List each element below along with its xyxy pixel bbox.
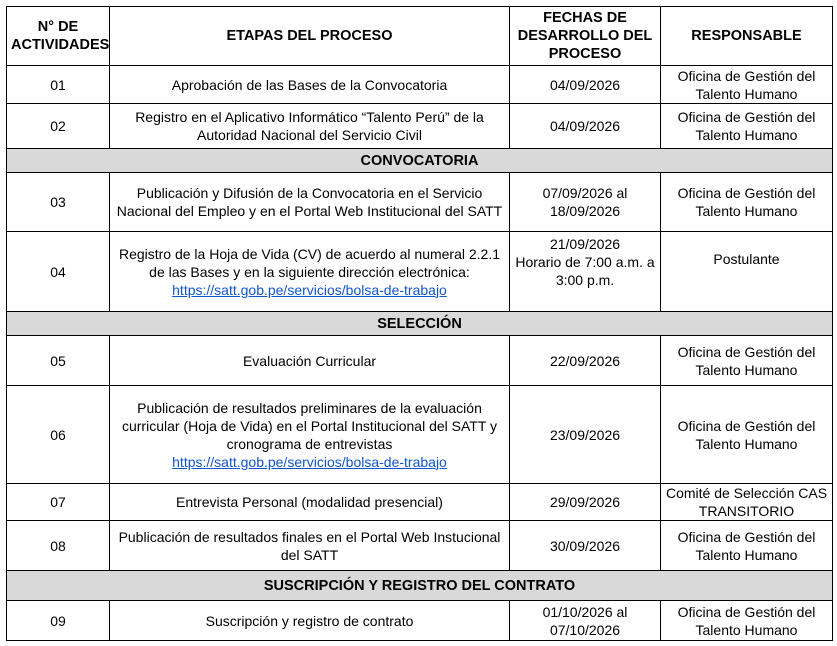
- header-dates: FECHAS DE DESARROLLO DEL PROCESO: [510, 7, 661, 66]
- table-row: [7, 386, 833, 484]
- row-num: 08: [7, 521, 110, 571]
- table-row: [7, 336, 833, 386]
- row-stage: Suscripción y registro de contrato: [110, 601, 510, 641]
- header-stage: ETAPAS DEL PROCESO: [110, 7, 510, 66]
- header-num: N° DE ACTIVIDADES: [7, 7, 110, 66]
- section-row: [7, 149, 833, 173]
- row-date: 23/09/2026: [510, 386, 661, 484]
- row-num: 05: [7, 336, 110, 386]
- row-stage: Registro de la Hoja de Vida (CV) de acuerdo al numeral 2.2.1 de las Bases y en la siguiente dirección electrónica:: [118, 245, 501, 280]
- section-row: [7, 571, 833, 601]
- row-date: 22/09/2026: [510, 336, 661, 386]
- table-row: [7, 521, 833, 571]
- section-title: SUSCRIPCIÓN Y REGISTRO DEL CONTRATO: [7, 571, 833, 601]
- row-responsible: Oficina de Gestión del Talento Humano: [661, 173, 833, 232]
- schedule-table: [6, 6, 833, 641]
- row-date-cell: [510, 232, 661, 312]
- row-date: 30/09/2026: [510, 521, 661, 571]
- row-date: 07/09/2026 al 18/09/2026: [510, 173, 661, 232]
- table-row: [7, 601, 833, 641]
- row-responsible: Oficina de Gestión del Talento Humano: [661, 601, 833, 641]
- section-row: [7, 312, 833, 336]
- row-num: 03: [7, 173, 110, 232]
- header-row: [7, 7, 833, 66]
- table-row: [7, 232, 833, 312]
- header-responsible: RESPONSABLE: [661, 7, 833, 66]
- row-stage: Publicación de resultados preliminares de la evaluación curricular (Hoja de Vida) en el Portal Institucional del SATT y cronograma de entrevistas: [121, 399, 498, 452]
- row-responsible: Comité de Selección CAS TRANSITORIO: [661, 484, 833, 521]
- row-date: 29/09/2026: [510, 484, 661, 521]
- row-stage: Aprobación de las Bases de la Convocatoria: [110, 66, 510, 104]
- row-responsible: Oficina de Gestión del Talento Humano: [661, 66, 833, 104]
- row-responsible: Oficina de Gestión del Talento Humano: [661, 386, 833, 484]
- row-stage: Entrevista Personal (modalidad presencial): [110, 484, 510, 521]
- row-stage: Publicación y Difusión de la Convocatoria en el Servicio Nacional del Empleo y en el Portal Web Institucional del SATT: [110, 173, 510, 232]
- row-responsible: Oficina de Gestión del Talento Humano: [661, 521, 833, 571]
- table-row: [7, 66, 833, 104]
- row-stage: Registro en el Aplicativo Informático “Talento Perú” de la Autoridad Nacional del Servicio Civil: [110, 104, 510, 149]
- row-stage-cell: [110, 386, 510, 484]
- row-date: 04/09/2026: [510, 66, 661, 104]
- row-date: 21/09/2026: [549, 236, 621, 252]
- section-title: SELECCIÓN: [7, 312, 833, 336]
- row-date: 04/09/2026: [510, 104, 661, 149]
- table-row: [7, 484, 833, 521]
- row-responsible: Oficina de Gestión del Talento Humano: [661, 336, 833, 386]
- row-stage: Publicación de resultados finales en el Portal Web Instucional del SATT: [110, 521, 510, 571]
- row-num: 06: [7, 386, 110, 484]
- row-stage: Evaluación Curricular: [110, 336, 510, 386]
- row-num: 04: [7, 232, 110, 312]
- job-board-link[interactable]: https://satt.gob.pe/servicios/bolsa-de-trabajo: [172, 281, 447, 298]
- section-title: CONVOCATORIA: [7, 149, 833, 173]
- row-responsible: Oficina de Gestión del Talento Humano: [661, 104, 833, 149]
- row-schedule: Horario de 7:00 a.m. a 3:00 p.m.: [515, 254, 655, 288]
- row-num: 01: [7, 66, 110, 104]
- job-board-link[interactable]: https://satt.gob.pe/servicios/bolsa-de-trabajo: [172, 453, 447, 470]
- table-row: [7, 173, 833, 232]
- row-stage-cell: [110, 232, 510, 312]
- row-responsible: Postulante: [661, 232, 833, 312]
- row-num: 07: [7, 484, 110, 521]
- row-num: 02: [7, 104, 110, 149]
- row-num: 09: [7, 601, 110, 641]
- row-date: 01/10/2026 al 07/10/2026: [510, 601, 661, 641]
- table-row: [7, 104, 833, 149]
